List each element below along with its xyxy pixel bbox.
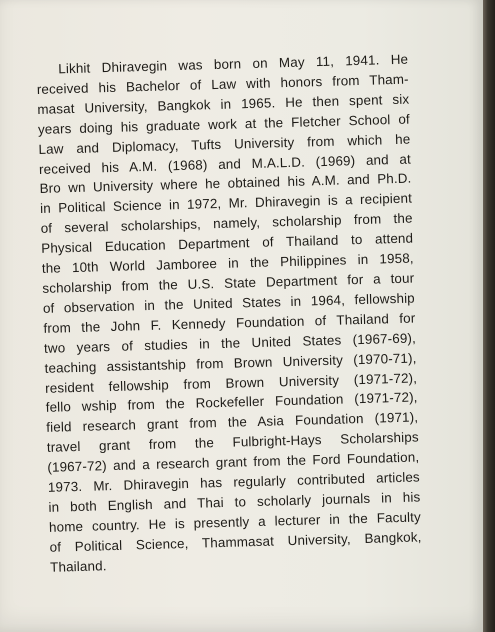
text-line: travel grant from the Fulbright-Hays Scholarships bbox=[46, 429, 419, 456]
text-line: received his Bachelor of Law with honors from Tham- bbox=[36, 71, 409, 97]
text-line: two years of studies in the United States (1967-69), bbox=[43, 330, 417, 356]
text-line: resident fellowship from Brown University (1971-72), bbox=[44, 369, 418, 396]
text-line: 1973. Mr. Dhiravegin has regularly contributed articles bbox=[47, 469, 421, 495]
text-line: (1967-72) and a research grant from the Ford Foundation, bbox=[47, 449, 420, 475]
text-line: scholarship from the U.S. State Department for a tour bbox=[42, 270, 415, 296]
text-line: received his A.M. (1968) and M.A.L.D. (1969) and at bbox=[38, 151, 412, 177]
text-line: Bro wn University where he obtained his A.M. and Ph.D. bbox=[39, 171, 412, 197]
text-line: of several scholarships, namely, scholarship from the bbox=[40, 210, 413, 237]
text-line: of Political Science, Thammasat University, Bangkok, bbox=[49, 529, 422, 555]
text-line: Law and Diplomacy, Tufts University from which he bbox=[38, 131, 411, 157]
page-edge-shadow bbox=[483, 0, 495, 632]
text-line: teaching assistantship from Brown University (1970-71), bbox=[44, 350, 417, 376]
text-line: years doing his graduate work at the Fletcher School of bbox=[37, 111, 410, 137]
text-line: in Political Science in 1972, Mr. Dhiravegin is a recipient bbox=[39, 190, 413, 217]
text-line: Physical Education Department of Thailand to attend bbox=[41, 230, 414, 257]
text-line: field research grant from the Asia Foundation (1971), bbox=[46, 409, 419, 436]
text-line: masat University, Bangkok in 1965. He then spent six bbox=[37, 91, 410, 117]
text-line: the 10th World Jamboree in the Philippines in 1958, bbox=[41, 250, 414, 276]
text-line: Thailand. bbox=[49, 557, 107, 575]
text-line: of observation in the United States in 1964, fellowship bbox=[42, 290, 415, 316]
text-line: home country. He is presently a lecturer in the Faculty bbox=[48, 509, 422, 535]
text-line: fello wship from the Rockefeller Foundation (1971-72), bbox=[45, 389, 418, 416]
text-line: from the John F. Kennedy Foundation of Thailand for bbox=[43, 310, 416, 336]
biography-paragraph bbox=[36, 50, 422, 578]
text-line: in both English and Thai to scholarly journals in his bbox=[48, 489, 421, 515]
text-line: Likhit Dhiravegin was born on May 11, 1941. He bbox=[58, 51, 409, 77]
